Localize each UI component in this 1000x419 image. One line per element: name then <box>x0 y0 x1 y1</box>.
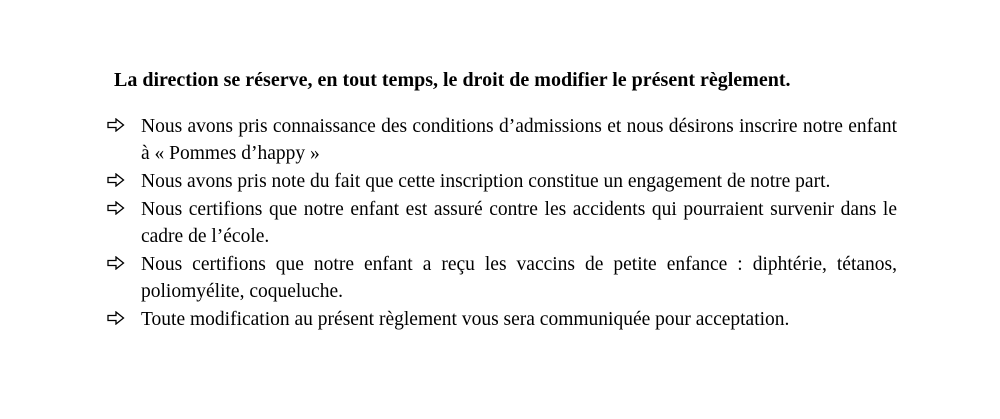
hollow-right-arrow-icon <box>107 196 127 223</box>
list-item <box>107 306 897 333</box>
list-item-text: Nous certifions que notre enfant a reçu les vaccins de petite enfance : diphtérie, tétanos, poliomyélite, coqueluche. <box>141 254 897 302</box>
hollow-right-arrow-icon <box>107 168 127 195</box>
hollow-right-arrow-icon <box>107 251 127 278</box>
list-item-text: Toute modification au présent règlement vous sera communiquée pour acceptation. <box>141 309 790 330</box>
list-item <box>107 113 897 167</box>
document-heading: La direction se réserve, en tout temps, le droit de modifier le présent règlement. <box>114 69 791 91</box>
list-item-text: Nous avons pris note du fait que cette inscription constitue un engagement de notre part. <box>141 171 831 192</box>
list-item-text: Nous avons pris connaissance des conditions d’admissions et nous désirons inscrire notre enfant à « Pommes d’happy » <box>141 116 897 164</box>
hollow-right-arrow-icon <box>107 306 127 333</box>
hollow-right-arrow-icon <box>107 113 127 140</box>
list-item <box>107 168 897 195</box>
list-item <box>107 251 897 305</box>
list-item <box>107 196 897 250</box>
list-item-text: Nous certifions que notre enfant est assuré contre les accidents qui pourraient survenir dans le cadre de l’école. <box>141 199 897 247</box>
declaration-list <box>107 113 897 334</box>
